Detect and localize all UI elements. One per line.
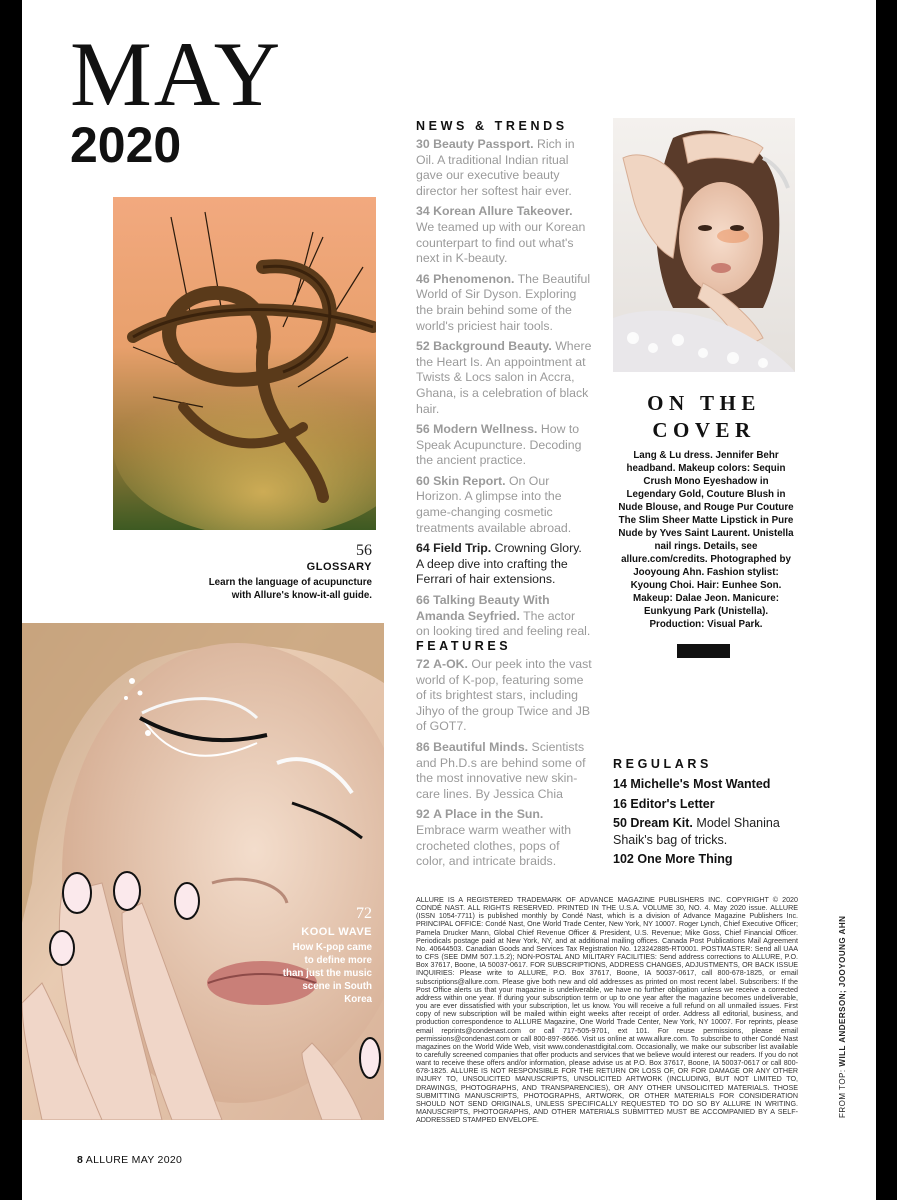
cover-model-portrait-image	[613, 118, 795, 372]
toc-page-number: 56	[416, 422, 430, 437]
glossary-caption: Learn the language of acupuncture with Allure's know-it-all guide.	[208, 577, 372, 601]
toc-page-number: 64	[416, 541, 430, 556]
cover-credits: Lang & Lu dress. Jennifer Behr headband. Makeup colors: Sequin Crush Mono Eyeshadow in Legendary Gold, Couture Blush in Nude Blouse, and Rouge Pur Couture The Slim Sheer Matte Lipstick in Pure Nude by Yves Saint Laurent. Unistella nail rings. Details, see allure.com/credits. Photographed by Jooyoung Ahn. Fashion stylist: Kyoung Choi. Hair: Eunhee Son. Makeup: Dalae Jeon. Manicure: Eunkyung Park (Unistella). Production: Visual Park.	[618, 450, 794, 630]
magazine-page	[22, 0, 876, 1200]
regulars-page-number: 50	[613, 816, 627, 830]
regulars-heading: REGULARS	[613, 757, 712, 771]
toc-entry-title: Beauty Passport.	[433, 137, 534, 151]
toc-entry-description: The actor on looking tired and feeling real.	[416, 608, 591, 639]
footer-issue: MAY 2020	[131, 1154, 183, 1166]
toc-entry	[416, 137, 592, 199]
glossary-page-number: 56	[356, 542, 372, 559]
toc-entry-title: A Place in the Sun.	[433, 807, 544, 822]
toc-entry-description: On Our Horizon. A glimpse into the game-changing cosmetic treatments available abroad.	[416, 473, 572, 535]
photo-credit-prefix: FROM TOP:	[838, 1069, 847, 1118]
toc-entry-description: Our peek into the vast world of K-pop, featuring some of its brightest stars, including Jihyo of the group Twice and JB of GOT7.	[416, 657, 592, 734]
toc-entry-description: The Beautiful World of Sir Dyson. Exploring the brain behind some of the world's priciest hair tools.	[416, 271, 591, 333]
toc-page-number: 60	[416, 473, 430, 488]
toc-entry	[416, 541, 592, 588]
toc-entry-title: Modern Wellness.	[433, 422, 538, 437]
toc-entry-title: A-OK.	[433, 657, 468, 671]
regulars-title: Michelle's Most Wanted	[630, 777, 771, 791]
regulars-page-number: 16	[613, 796, 627, 811]
toc-entry-title: Skin Report.	[433, 473, 506, 488]
toc-entry-description: Embrace warm weather with crocheted clothes, pops of color, and intricate braids.	[416, 822, 572, 869]
news-trends-list	[416, 137, 592, 645]
toc-entry-description: Rich in Oil. A traditional Indian ritual gave our executive beauty director her softest hair ever.	[416, 137, 575, 198]
regulars-title: One More Thing	[637, 852, 733, 866]
page-footer	[77, 1154, 182, 1166]
photo-credit	[838, 916, 847, 1118]
regulars-item	[613, 796, 793, 813]
toc-entry-description: Crowning Glory. A deep dive into crafting the Ferrari of hair extensions.	[416, 541, 582, 587]
footer-magazine: ALLURE	[85, 1154, 129, 1166]
toc-entry-title: Beautiful Minds.	[433, 739, 529, 754]
features-list	[416, 657, 592, 875]
toc-entry	[416, 740, 592, 802]
regulars-title: Editor's Letter	[630, 796, 715, 811]
glossary-title: GLOSSARY	[306, 561, 372, 573]
toc-page-number: 34	[416, 204, 430, 219]
kpop-makeup-portrait-image	[22, 623, 384, 1120]
issue-year: 2020	[70, 117, 182, 173]
toc-page-number: 72	[416, 657, 430, 671]
toc-entry-description: We teamed up with our Korean counterpart to find out what's next in K-beauty.	[416, 219, 586, 266]
redaction-bar	[677, 644, 730, 658]
regulars-item	[613, 851, 793, 868]
toc-page-number: 46	[416, 271, 430, 286]
glossary-photo	[113, 197, 376, 530]
regulars-title: Dream Kit.	[630, 816, 693, 830]
toc-entry	[416, 204, 592, 266]
issue-month: MAY	[70, 23, 283, 125]
on-the-cover-title-line2: COVER	[652, 418, 756, 442]
toc-page-number: 30	[416, 137, 430, 151]
toc-entry-description: How to Speak Acupuncture. Decoding the ancient practice.	[416, 422, 582, 468]
toc-entry-title: Korean Allure Takeover.	[433, 204, 573, 219]
toc-entry	[416, 474, 592, 536]
regulars-page-number: 102	[613, 852, 634, 866]
toc-page-number: 66	[416, 593, 430, 608]
kool-wave-caption: How K-pop came to define more than just the music scene in South Korea	[282, 942, 372, 1005]
acupuncture-sculpture-image	[113, 197, 376, 530]
toc-entry-description: Where the Heart Is. An appointment at Twists & Locs salon in Accra, Ghana, is a celebration of black hair.	[416, 339, 592, 416]
toc-entry-title: Talking Beauty With Amanda Seyfried.	[416, 593, 550, 623]
toc-entry	[416, 422, 592, 469]
photo-credit-names: WILL ANDERSON; JOOYOUNG AHN	[838, 915, 847, 1067]
toc-entry	[416, 807, 592, 869]
toc-entry	[416, 657, 592, 735]
toc-entry-title: Field Trip.	[433, 541, 492, 556]
news-trends-heading: NEWS & TRENDS	[416, 119, 568, 133]
regulars-description: Model Shanina Shaik's bag of tricks.	[613, 816, 780, 847]
kool-wave-page-number: 72	[356, 905, 372, 922]
kool-wave-title: KOOL WAVE	[301, 926, 372, 938]
regulars-item	[613, 776, 793, 793]
on-the-cover-title-line1: ON THE	[647, 391, 761, 415]
cover-photo	[613, 118, 795, 372]
toc-entry	[416, 272, 592, 334]
kool-wave-photo	[22, 623, 384, 1120]
regulars-page-number: 14	[613, 777, 627, 791]
legal-fine-print: ALLURE IS A REGISTERED TRADEMARK OF ADVANCE MAGAZINE PUBLISHERS INC. COPYRIGHT © 2020 CONDÉ NAST. ALL RIGHTS RESERVED. PRINTED IN THE U.S.A. VOLUME 30, NO. 4. May 2020 issue. ALLURE (ISSN 1054-7711) is published monthly by Condé Nast, which is a division of Advance Magazine Publishers Inc. PRINCIPAL OFFICE: Condé Nast, One World Trade Center, New York, NY 10007. Roger Lynch, Chief Executive Officer; Pamela Drucker Mann, Global Chief Revenue Officer & President, U.S. Revenue; Mike Goss, Chief Financial Officer. Periodicals postage paid at New York, NY, and at additional mailing offices. Canada Post Publications Mail Agreement No. 40644503. Canadian Goods and Services Tax Registration No. 123242885-RT0001. POSTMASTER: Send all UAA to CFS (SEE DMM 507.1.5.2); NON-POSTAL AND MILITARY FACILITIES: Send address corrections to ALLURE, P.O. Box 37617, Boone, IA 50037-0617. FOR SUBSCRIPTIONS, ADDRESS CHANGES, ADJUSTMENTS, OR BACK ISSUE INQUIRIES: Please write to ALLURE, P.O. Box 37617, Boone, IA 50037-0617, call 800-678-1825, or email subscriptions@allure.com. Please give both new and old addresses as printed on most recent label. Subscribers: If the Post Office alerts us that your magazine is undeliverable, we have no further obligation unless we receive a corrected address within one year. If during your subscription term or up to one year after the magazine becomes undeliverable, you are ever dissatisfied with your subscription, let us know. You will receive a full refund on all unmailed issues. First copy of new subscription will be mailed within eight weeks after receipt of order. Address all editorial, business, and production correspondence to ALLURE Magazine, One World Trade Center, New York, NY 10007. For reprints, please email reprints@condenast.com or call 717-505-9701, ext 101. For reuse permissions, please email permissions@condenast.com or call 800-897-8666. Visit us online at www.allure.com. To subscribe to other Condé Nast magazines on the World Wide Web, visit www.condenastdigital.com. Occasionally, we make our subscriber list available to carefully screened companies that offer products and services that we believe would interest our readers. If you do not want to receive these offers and/or information, please advise us at P.O. Box 37617, Boone, IA 50037-0617 or call 800-678-1825. ALLURE IS NOT RESPONSIBLE FOR THE RETURN OR LOSS OF, OR FOR DAMAGE OR ANY OTHER INJURY TO, UNSOLICITED MANUSCRIPTS, UNSOLICITED ARTWORK (INCLUDING, BUT NOT LIMITED TO, DRAWINGS, PHOTOGRAPHS, AND TRANSPARENCIES), OR ANY OTHER UNSOLICITED MATERIALS. THOSE SUBMITTING MANUSCRIPTS, PHOTOGRAPHS, ARTWORK, OR OTHER MATERIALS FOR CONSIDERATION SHOULD NOT SEND ORIGINALS, UNLESS SPECIFICALLY REQUESTED TO DO SO BY ALLURE IN WRITING. MANUSCRIPTS, PHOTOGRAPHS, AND OTHER MATERIALS SUBMITTED MUST BE ACCOMPANIED BY A SELF-ADDRESSED STAMPED ENVELOPE.	[416, 896, 798, 1125]
features-heading: FEATURES	[416, 639, 512, 653]
page-number: 8	[77, 1154, 84, 1166]
toc-page-number: 86	[416, 739, 430, 754]
toc-page-number: 92	[416, 807, 430, 822]
toc-entry-description: Scientists and Ph.D.s are behind some of the most innovative new skin-care lines. By Jessica Chia	[416, 739, 586, 801]
toc-page-number: 52	[416, 339, 430, 354]
regulars-list	[613, 776, 793, 871]
toc-entry-title: Phenomenon.	[433, 271, 515, 286]
toc-entry	[416, 593, 592, 640]
regulars-item	[613, 815, 793, 848]
toc-entry	[416, 339, 592, 417]
toc-entry-title: Background Beauty.	[433, 339, 552, 354]
